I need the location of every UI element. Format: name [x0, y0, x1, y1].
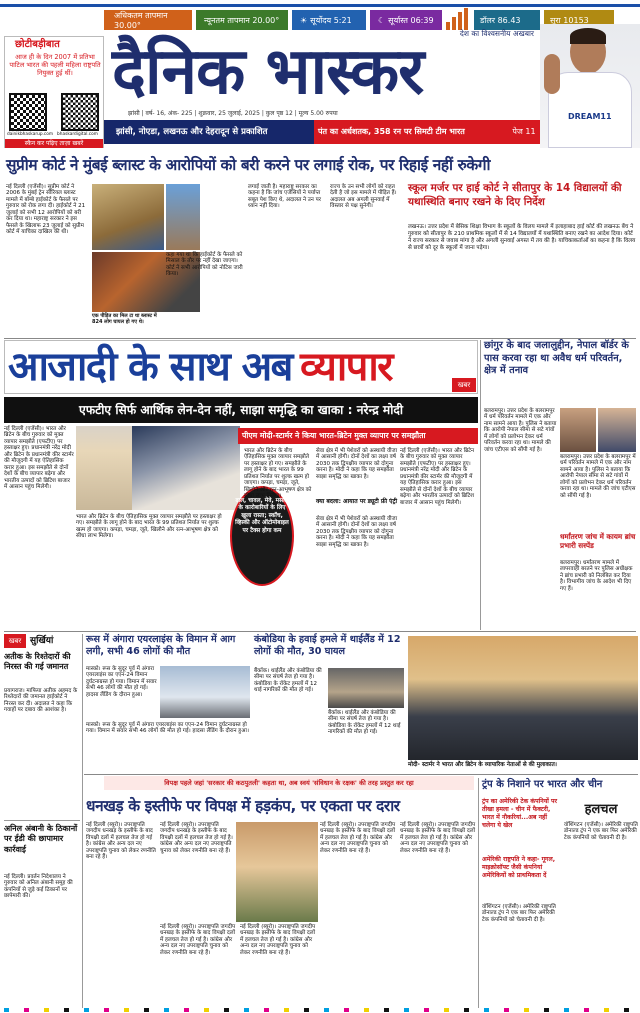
sidebar-item-1[interactable]: अतीक के रिश्तेदारों की निरस्त की गई जमानत — [4, 652, 71, 672]
chhoti-badi-baat-box — [4, 36, 104, 148]
group-photo — [408, 636, 638, 760]
conversion-box-body: बलरामपुर। धर्मांतरण मामले में लापरवाही बरतने पर पुलिस अधीक्षक ने ब्रांच प्रभारी को निलंबित कर दिया है। विभागीय जांच के आदेश भी दिए गए हैं। — [560, 560, 633, 592]
main-body-right-2: सेवा क्षेत्र में भी पेशेवरों को अस्थायी वीजा में आसानी होगी। दोनों देशों का लक्ष्य वर्ष 2030 तक द्विपक्षीय व्यापार को दोगुना करना है। मोदी ने कहा कि यह समझौता साझा समृद्धि का खाका है। — [316, 516, 398, 548]
school-body: लखनऊ। उत्तर प्रदेश में बेसिक शिक्षा विभाग के स्कूलों के विलय मामले में इलाहाबाद हाई कोर्ट की लखनऊ बेंच ने गुरुवार को सीतापुर के 210 प्राथमिक स्कूलों में से 14 विद्यालयों में यथास्थिति बनाए रखने का आदेश दिया। कोर्ट ने राज्य सरकार से जवाब मांगा है और अगली सुनवाई अगस्त में तय की है। याचिकाकर्ताओं का कहना है कि विलय से छात्रों को दूर के स्कूलों में जाना पड़ेगा। — [408, 224, 636, 251]
market-chart-icon — [446, 6, 470, 30]
lead-col-4: लगाई जाती है। महाराष्ट्र सरकार का कहना है कि जांच एजेंसियों ने पर्याप्त सबूत पेश किए थे, अदालत ने उन पर ध्यान नहीं दिया। — [248, 184, 321, 210]
scan-strip: स्कैन कर पढ़िए ताज़ा खबरें — [5, 139, 103, 148]
court-photo — [92, 184, 164, 250]
sidebar-heading: सुर्खियां — [30, 636, 54, 646]
qr-code-2 — [61, 93, 99, 131]
sidebar-body-2: नई दिल्ली। प्रवर्तन निदेशालय ने गुरुवार को अनिल अंबानी समूह की कंपनियों से जुड़े कई ठिकानों पर छापेमारी की। — [4, 874, 73, 900]
paper-title: दैनिक भास्कर — [112, 34, 424, 109]
max-temp — [104, 10, 192, 30]
trump-body: वॉशिंगटन (एजेंसी)। अमेरिकी राष्ट्रपति डोनाल्ड ट्रंप ने एक बार फिर अमेरिकी टेक कंपनियों को चेतावनी दी है। — [482, 904, 556, 923]
sunset-text: सूर्यास्त 06:39 — [388, 15, 434, 25]
main-sub-heading: क्या बदला: आयात पर ड्यूटी फ्री एंट्री — [316, 498, 398, 505]
changur-headline[interactable]: छांगुर के बाद जलालुद्दीन, नेपाल बॉर्डर के पास करवा रहा था अवैध धर्म परिवर्तन, क्षेत्र में तनाव — [484, 340, 629, 377]
player-photo — [540, 24, 640, 148]
callout-text: दाल, चावल, मेवे, मसाले के कारोबारियों के लिए खुला रास्ता; स्कॉच, व्हिस्की और ऑटोमोबाइल पर टैक्स होगा कम — [235, 498, 289, 534]
red-strip[interactable]: पीएम मोदी-स्टार्मर ने किया भारत-ब्रिटेन मुक्त व्यापार पर समझौता — [238, 428, 478, 444]
sunset — [370, 10, 442, 30]
cambodia-body-2: बैंकॉक। थाईलैंड और कंबोडिया की सीमा पर संघर्ष तेज हो गया है। कंबोडिया के रॉकेट हमलों में 12 थाई नागरिकों की मौत हो गई। — [328, 710, 401, 736]
tagline: देश का विश्वसनीय अखबार — [459, 29, 534, 38]
conversion-box-head[interactable]: धर्मांतरण जांच में कायम ब्रांच प्रभारी सस्पेंड — [560, 532, 636, 551]
banner-part-1[interactable]: आजादी के साथ अब — [8, 344, 292, 390]
page-number[interactable]: पेज 11 — [508, 120, 540, 144]
top-rule — [0, 4, 640, 7]
sidebar-rule — [4, 820, 80, 821]
rule-2 — [4, 631, 636, 632]
cambodia-body: बैंकॉक। थाईलैंड और कंबोडिया की सीमा पर संघर्ष तेज हो गया है। कंबोडिया के रॉकेट हमलों में 12 थाई नागरिकों की मौत हो गई। — [254, 668, 322, 694]
halchal-head: हलचल — [584, 802, 618, 817]
dhankhar-body-3: नई दिल्ली (ब्यूरो)। उपराष्ट्रपति जगदीप धनखड़ के इस्तीफे के बाद विपक्षी दलों में हलचल तेज हो गई है। कांग्रेस और अन्य दल नए उपराष्ट्रपति चुनाव को लेकर रणनीति बना रहे हैं। — [160, 924, 236, 956]
dhankhar-body-2: नई दिल्ली (ब्यूरो)। उपराष्ट्रपति जगदीप धनखड़ के इस्तीफे के बाद विपक्षी दलों में हलचल तेज हो गई है। कांग्रेस और अन्य दल नए उपराष्ट्रपति चुनाव को लेकर रणनीति बना रहे हैं। — [160, 822, 233, 854]
lead-col-3: कहा गया था कि हाईकोर्ट के फैसले को मिसाल के तौर पर नहीं देखा जाएगा। कोर्ट ने सभी आरोपियों को नोटिस जारी किया। — [166, 252, 243, 278]
changur-body: बलरामपुर। उत्तर प्रदेश के बलरामपुर में धर्म परिवर्तन मामले में एक और नाम सामने आया है। पुलिस ने बताया कि आरोपी नेपाल सीमा से सटे गांवों में लोगों को प्रलोभन देकर धर्म परिवर्तन करवा रहा था। मामले की जांच एटीएस को सौंपी गई है। — [484, 408, 557, 453]
qr-code-1 — [9, 93, 47, 131]
rule-v2 — [82, 634, 83, 1008]
halchal-body: वॉशिंगटन (एजेंसी)। अमेरिकी राष्ट्रपति डोनाल्ड ट्रंप ने एक बार फिर अमेरिकी टेक कंपनियों को चेतावनी दी है। — [564, 822, 638, 841]
main-body-right: सेवा क्षेत्र में भी पेशेवरों को अस्थायी वीजा में आसानी होगी। दोनों देशों का लक्ष्य वर्ष 2030 तक द्विपक्षीय व्यापार को दोगुना करना है। मोदी ने कहा कि यह समझौता साझा समृद्धि का खाका है। — [316, 448, 398, 480]
dhankhar-body-4: नई दिल्ली (ब्यूरो)। उपराष्ट्रपति जगदीप धनखड़ के इस्तीफे के बाद विपक्षी दलों में हलचल तेज हो गई है। कांग्रेस और अन्य दल नए उपराष्ट्रपति चुनाव को लेकर रणनीति बना रहे हैं। — [240, 924, 316, 956]
main-subheadline[interactable]: एफटीए सिर्फ आर्थिक लेन-देन नहीं, साझा समृद्धि का खाका : नरेन्द्र मोदी — [4, 397, 478, 423]
lead-col-1: नई दिल्ली (एजेंसी)। सुप्रीम कोर्ट ने 2006 के मुंबई ट्रेन सीरियल ब्लास्ट मामले में बॉम्बे हाईकोर्ट के फैसले पर गुरुवार को रोक लगा दी। हाईकोर्ट ने 21 जुलाई को सभी 12 आरोपियों को बरी कर दिया था। महाराष्ट्र सरकार ने इस फैसले के खिलाफ 23 जुलाई को सुप्रीम कोर्ट में याचिका दाखिल की थी। — [6, 184, 86, 236]
banner-part-2[interactable]: व्यापार — [300, 344, 392, 390]
victory-hand — [544, 54, 560, 94]
lead-caption: एक पीड़ित का मिल टा था ब्लास्ट में 824 लोग घायल हो गए थे। — [92, 313, 157, 325]
box-kicker: छोटीबड़ीबात — [15, 39, 60, 50]
lead-col-5: राज्य के उन सभी लोगों को राहत देती है जो इस मामले में पीड़ित हैं। अदालत अब अगली सुनवाई में विस्तार से पक्ष सुनेगी। — [330, 184, 397, 210]
dhankhar-headline[interactable]: धनखड़ के इस्तीफे पर विपक्ष में हड़कंप, पर एकता पर दरार — [86, 797, 400, 815]
sunset-icon: ☾ — [378, 15, 386, 25]
sun-icon: ☀ — [300, 15, 308, 25]
rule-3 — [84, 774, 638, 775]
cambodia-photo — [328, 668, 404, 708]
changur-photo-1 — [560, 408, 596, 452]
cambodia-headline[interactable]: कंबोडिया के हवाई हमले में थाईलैंड में 12 लोगों की मौत, 30 घायल — [254, 634, 401, 658]
print-marks — [4, 1008, 636, 1012]
sidebar-tag: खबर — [4, 634, 26, 648]
lead-headline[interactable]: सुप्रीम कोर्ट ने मुंबई ब्लास्ट के आरोपियों को बरी करने पर लगाई रोक, पर रिहाई नहीं रुकेगी — [6, 156, 491, 174]
gold-text: सुरा 10153 — [550, 15, 589, 25]
plane-body: मास्को। रूस के सुदूर पूर्व में अंगारा एयरलाइंस का एएन-24 विमान दुर्घटनाग्रस्त हो गया। विमान में सवार सभी 46 लोगों की मौत हो गई। हादसा लैंडिंग के दौरान हुआ। — [86, 666, 157, 698]
rule-v3 — [478, 778, 479, 1008]
max-temp-text: अधिकतम तापमान 30.00° — [114, 11, 168, 30]
school-headline[interactable]: स्कूल मर्जर पर हाई कोर्ट ने सीतापुर के 14 विद्यालयों की यथास्थिति बनाए रखने के दिए निर्देश — [408, 182, 622, 208]
main-body-mid-2: भारत और ब्रिटेन के बीच ऐतिहासिक मुक्त व्यापार समझौते पर हस्ताक्षर हो गए। समझौते के लागू होने के बाद भारत के 99 प्रतिशत निर्यात पर शुल्क खत्म हो जाएगा। कपड़ा, चमड़ा, जूते, खिलौने और रत्न-आभूषण क्षेत्र को सीधा लाभ मिलेगा। — [244, 448, 312, 500]
min-temp — [196, 10, 288, 30]
min-temp-text: न्यूनतम तापमान 20.00° — [204, 15, 280, 25]
site-2[interactable]: bhaskardigital.com — [57, 132, 98, 137]
sports-teaser[interactable]: पंत का अर्धशतक, 358 रन पर सिमटी टीम भारत — [314, 120, 508, 144]
site-1[interactable]: dainikbhaskarup.com — [7, 132, 54, 137]
signing-photo — [132, 426, 240, 510]
trump-bullet-2: अमेरिकी राष्ट्रपति ने कहा- गूगल, माइक्रोसॉफ्ट जैसी कंपनियां अमेरिकियों को प्राथमिकता दें — [482, 856, 556, 880]
modi-photo — [76, 426, 132, 510]
player-hair — [570, 28, 606, 44]
sunrise — [292, 10, 366, 30]
player-jersey — [548, 72, 632, 148]
changur-body-2: बलरामपुर। उत्तर प्रदेश के बलरामपुर में धर्म परिवर्तन मामले में एक और नाम सामने आया है। पुलिस ने बताया कि आरोपी नेपाल सीमा से सटे गांवों में लोगों को प्रलोभन देकर धर्म परिवर्तन करवा रहा था। मामले की जांच एटीएस को सौंपी गई है। — [560, 454, 636, 499]
group-photo-caption: मोदी- स्टार्मर ने भारत और ब्रिटेन के व्यापारिक नेताओं से की मुलाकात। — [408, 762, 557, 768]
sunrise-text: सूर्योदय 5:21 — [310, 15, 352, 25]
sidebar-body-1: प्रयागराज। माफिया अतीक अहमद के रिश्तेदारों की जमानत हाईकोर्ट ने निरस्त कर दी। अदालत ने कहा कि गवाहों पर दबाव की आशंका है। — [4, 688, 78, 714]
plane-headline[interactable]: रूस में अंगारा एयरलाइंस के विमान में आग लगी, सभी 46 लोगों की मौत — [86, 634, 236, 658]
parliament-photo — [236, 822, 318, 922]
dateline: झांसी | वर्ष- 16, अंक- 225 | शुक्रवार, 25 जुलाई, 2025 | कुल पृष्ठ 12 | मूल्य 5.00 रुपया — [128, 110, 338, 117]
rule-1 — [4, 338, 636, 339]
dhankhar-body-5: नई दिल्ली (ब्यूरो)। उपराष्ट्रपति जगदीप धनखड़ के इस्तीफे के बाद विपक्षी दलों में हलचल तेज हो गई है। कांग्रेस और अन्य दल नए उपराष्ट्रपति चुनाव को लेकर रणनीति बना रहे हैं। — [320, 822, 396, 854]
editions-text: झांसी, नोएडा, लखनऊ और देहरादून से प्रकाशित — [116, 127, 268, 137]
dhankhar-kicker: विपक्ष पहले जहां 'सरकार की कठपुतली' कहता था, अब स्वयं 'संविधान के रक्षक' की तरह प्रस्तुत कर रहा — [104, 776, 474, 790]
plane-body-2: मास्को। रूस के सुदूर पूर्व में अंगारा एयरलाइंस का एएन-24 विमान दुर्घटनाग्रस्त हो गया। विमान में सवार सभी 46 लोगों की मौत हो गई। हादसा लैंडिंग के दौरान हुआ। — [86, 722, 249, 735]
dhankhar-body-6: नई दिल्ली (ब्यूरो)। उपराष्ट्रपति जगदीप धनखड़ के इस्तीफे के बाद विपक्षी दलों में हलचल तेज हो गई है। कांग्रेस और अन्य दल नए उपराष्ट्रपति चुनाव को लेकर रणनीति बना रहे हैं। — [400, 822, 476, 854]
trump-headline[interactable]: ट्रंप के निशाने पर भारत और चीन — [482, 779, 603, 790]
sidebar-item-2[interactable]: अनिल अंबानी के ठिकानों पर ईडी की छापामार कार्रवाई — [4, 824, 78, 854]
dhankhar-body-1: नई दिल्ली (ब्यूरो)। उपराष्ट्रपति जगदीप धनखड़ के इस्तीफे के बाद विपक्षी दलों में हलचल तेज हो गई है। कांग्रेस और अन्य दल नए उपराष्ट्रपति चुनाव को लेकर रणनीति बना रहे हैं। — [86, 822, 156, 861]
jersey-logo: DREAM11 — [568, 112, 612, 121]
dollar-text: डॉलर 86.43 — [480, 15, 521, 25]
court-photo-2 — [166, 184, 200, 250]
plane-photo — [160, 666, 250, 718]
box-text: आज ही के दिन 2007 में प्रतिभा पाटिल भारत की पहली महिला राष्ट्रपति नियुक्त हुई थीं। — [9, 53, 101, 78]
main-body-far-right: नई दिल्ली (एजेंसी)। भारत और ब्रिटेन के बीच गुरुवार को मुक्त व्यापार समझौते (एफटीए) पर हस्ताक्षर हुए। प्रधानमंत्री नरेंद्र मोदी और ब्रिटेन के प्रधानमंत्री कीर स्टार्मर की मौजूदगी में यह ऐतिहासिक करार हुआ। इस समझौते से दोनों देशों के बीच व्यापार बढ़ेगा और भारतीय उत्पादों को ब्रिटिश बाजार में आसान पहुंच मिलेगी। — [400, 448, 475, 506]
trump-bullet-1: ट्रंप का अमेरिकी टेक कंपनियों पर तीखा हमला - चीन में फैक्टरी, भारत में नौकरियां...अब नहीं चलेगा ये खेल — [482, 798, 558, 830]
main-body-mid: भारत और ब्रिटेन के बीच ऐतिहासिक मुक्त व्यापार समझौते पर हस्ताक्षर हो गए। समझौते के लागू होने के बाद भारत के 99 प्रतिशत निर्यात पर शुल्क खत्म हो जाएगा। कपड़ा, चमड़ा, जूते, खिलौने और रत्न-आभूषण क्षेत्र को सीधा लाभ मिलेगा। — [76, 514, 222, 540]
rule-v1 — [480, 340, 481, 630]
changur-photo-2 — [598, 408, 636, 452]
dollar-rate — [474, 10, 540, 30]
main-body-left: नई दिल्ली (एजेंसी)। भारत और ब्रिटेन के बीच गुरुवार को मुक्त व्यापार समझौते (एफटीए) पर हस्ताक्षर हुए। प्रधानमंत्री नरेंद्र मोदी और ब्रिटेन के प्रधानमंत्री कीर स्टार्मर की मौजूदगी में यह ऐतिहासिक करार हुआ। इस समझौते से दोनों देशों के बीच व्यापार बढ़ेगा और भारतीय उत्पादों को ब्रिटिश बाजार में आसान पहुंच मिलेगी। — [4, 426, 74, 491]
khabar-tag: खबर — [452, 378, 476, 392]
